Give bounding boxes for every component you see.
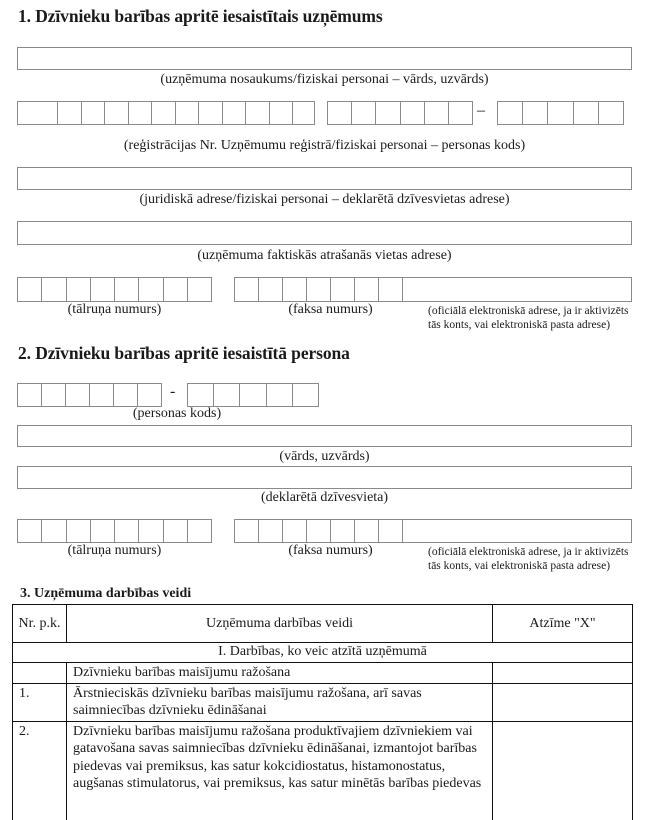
personal-code-group-1[interactable]	[17, 383, 162, 407]
company-name-caption: (uzņēmuma nosaukums/fiziskai personai – vārds, uzvārds)	[160, 72, 489, 87]
reg-digit-box[interactable]	[129, 102, 153, 124]
reg-digit-box[interactable]	[523, 102, 548, 124]
fax-digit-box[interactable]	[355, 520, 379, 542]
subheading-row	[13, 663, 633, 684]
reg-digit-box[interactable]	[176, 102, 200, 124]
code-digit-box[interactable]	[293, 384, 319, 406]
phone-digit-box[interactable]	[18, 520, 42, 542]
header-activity: Uzņēmuma darbības veidi	[67, 605, 493, 643]
phone-digit-box[interactable]	[67, 520, 91, 542]
fax-digit-box[interactable]	[307, 278, 331, 301]
phone-caption: (tālruņa numurs)	[67, 302, 162, 317]
person-name-field[interactable]	[17, 425, 632, 447]
code-digit-box[interactable]	[18, 384, 42, 406]
personal-code-group-2[interactable]	[187, 383, 319, 407]
fax-digit-box[interactable]	[307, 520, 331, 542]
table-row	[13, 683, 633, 721]
row-nr: 1.	[13, 683, 67, 721]
fax-digit-box[interactable]	[355, 278, 379, 301]
reg-number-group-2[interactable]	[327, 101, 473, 125]
section2-title: 2. Dzīvnieku barības apritē iesaistītā persona	[18, 343, 350, 363]
code-digit-box[interactable]	[42, 384, 66, 406]
phone-digit-box[interactable]	[188, 278, 212, 301]
reg-digit-box[interactable]	[425, 102, 449, 124]
fax-digit-box[interactable]	[403, 278, 427, 301]
reg-digit-box[interactable]	[401, 102, 425, 124]
reg-digit-box[interactable]	[449, 102, 473, 124]
code-digit-box[interactable]	[188, 384, 214, 406]
reg-digit-box[interactable]	[498, 102, 523, 124]
reg-number-group-3[interactable]	[497, 101, 624, 125]
reg-digit-box[interactable]	[548, 102, 573, 124]
reg-digit-box[interactable]	[328, 102, 352, 124]
reg-number-caption: (reģistrācijas Nr. Uzņēmumu reģistrā/fiziskai personai – personas kods)	[123, 138, 526, 153]
reg-digit-box[interactable]	[599, 102, 624, 124]
section3-title: 3. Uzņēmuma darbības veidi	[20, 586, 192, 601]
header-nr: Nr. p.k.	[13, 605, 67, 643]
code-digit-box[interactable]	[267, 384, 293, 406]
row-nr: 2.	[13, 721, 67, 820]
email-field[interactable]	[426, 277, 632, 302]
fax-digit-box[interactable]	[259, 520, 283, 542]
actual-address-caption: (uzņēmuma faktiskās atrašanās vietas adrese)	[197, 248, 452, 263]
fax-digit-box[interactable]	[379, 520, 403, 542]
fax-digit-box[interactable]	[283, 278, 307, 301]
phone-digit-box[interactable]	[164, 520, 188, 542]
reg-digit-box[interactable]	[58, 102, 82, 124]
phone-digit-box[interactable]	[115, 520, 139, 542]
reg-number-group-1[interactable]	[17, 101, 315, 125]
code-dash: -	[170, 383, 176, 400]
fax-digit-box[interactable]	[403, 520, 427, 542]
code-digit-box[interactable]	[114, 384, 138, 406]
reg-digit-box[interactable]	[82, 102, 106, 124]
actual-address-field[interactable]	[17, 221, 632, 245]
row-mark-cell[interactable]	[493, 721, 633, 820]
reg-digit-box[interactable]	[18, 102, 58, 124]
reg-digit-box[interactable]	[574, 102, 599, 124]
residence-field[interactable]	[17, 466, 632, 489]
section1-title: 1. Dzīvnieku barības apritē iesaistītais uzņēmums	[18, 6, 383, 26]
personal-code-caption: (personas kods)	[132, 406, 222, 421]
code-digit-box[interactable]	[138, 384, 162, 406]
email-caption: (oficiālā elektroniskā adrese, ja ir aktivizēts tās konts, vai elektroniskā pasta adrese)	[428, 305, 629, 331]
phone-digit-box[interactable]	[188, 520, 212, 542]
person-phone-boxes[interactable]	[17, 519, 212, 543]
code-digit-box[interactable]	[214, 384, 240, 406]
code-digit-box[interactable]	[66, 384, 90, 406]
reg-digit-box[interactable]	[376, 102, 400, 124]
reg-digit-box[interactable]	[352, 102, 376, 124]
table-row	[13, 721, 633, 820]
reg-dash: –	[477, 102, 485, 119]
fax-digit-box[interactable]	[331, 278, 355, 301]
subheading-mark[interactable]	[493, 663, 633, 684]
person-fax-boxes[interactable]	[234, 519, 427, 543]
phone-number-boxes[interactable]	[17, 277, 212, 302]
phone-digit-box[interactable]	[67, 278, 91, 301]
residence-caption: (deklarētā dzīvesvieta)	[260, 490, 389, 505]
fax-number-boxes[interactable]	[234, 277, 427, 302]
group-row	[13, 643, 633, 663]
person-email-field[interactable]	[426, 519, 632, 543]
legal-address-caption: (juridiskā adrese/fiziskai personai – deklarētā dzīvesvietas adrese)	[139, 192, 510, 207]
phone-digit-box[interactable]	[18, 278, 42, 301]
phone-digit-box[interactable]	[42, 278, 66, 301]
subheading-label: Dzīvnieku barības maisījumu ražošana	[67, 663, 493, 684]
code-digit-box[interactable]	[240, 384, 266, 406]
phone-digit-box[interactable]	[42, 520, 66, 542]
code-digit-box[interactable]	[90, 384, 114, 406]
reg-digit-box[interactable]	[152, 102, 176, 124]
table-header-row	[13, 605, 633, 643]
person-phone-caption: (tālruņa numurs)	[67, 543, 162, 558]
group-row-label: I. Darbības, ko veic atzītā uzņēmumā	[13, 643, 633, 663]
phone-digit-box[interactable]	[139, 278, 163, 301]
person-name-caption: (vārds, uzvārds)	[279, 449, 370, 464]
header-mark: Atzīme "X"	[493, 605, 633, 643]
subheading-nr	[13, 663, 67, 684]
phone-digit-box[interactable]	[91, 520, 115, 542]
phone-digit-box[interactable]	[139, 520, 163, 542]
reg-digit-box[interactable]	[105, 102, 129, 124]
row-mark-cell[interactable]	[493, 683, 633, 721]
reg-digit-box[interactable]	[223, 102, 247, 124]
fax-digit-box[interactable]	[331, 520, 355, 542]
fax-digit-box[interactable]	[259, 278, 283, 301]
activities-table	[12, 604, 633, 820]
reg-digit-box[interactable]	[293, 102, 315, 124]
legal-address-field[interactable]	[17, 167, 632, 190]
reg-digit-box[interactable]	[246, 102, 270, 124]
fax-digit-box[interactable]	[379, 278, 403, 301]
reg-digit-box[interactable]	[270, 102, 294, 124]
company-name-field[interactable]	[17, 47, 632, 70]
person-email-caption: (oficiālā elektroniskā adrese, ja ir aktivizēts tās konts, vai elektroniskā pasta adrese)	[428, 546, 629, 572]
phone-digit-box[interactable]	[115, 278, 139, 301]
fax-caption: (faksa numurs)	[288, 302, 373, 317]
person-fax-caption: (faksa numurs)	[288, 543, 373, 558]
phone-digit-box[interactable]	[91, 278, 115, 301]
reg-digit-box[interactable]	[199, 102, 223, 124]
fax-digit-box[interactable]	[235, 520, 259, 542]
phone-digit-box[interactable]	[164, 278, 188, 301]
row-activity: Dzīvnieku barības maisījumu ražošana produktīvajiem dzīvniekiem vai gatavošana savas saimniecības dzīvnieku ēdināšanai, izmantojot barības piedevas vai premiksus, kas satur kokcidiostatus, histamonostatus, augšanas stimulatorus, vai premiksus, kas satur minētās barības piedevas	[67, 721, 493, 820]
fax-digit-box[interactable]	[283, 520, 307, 542]
row-activity: Ārstnieciskās dzīvnieku barības maisījumu ražošana, arī savas saimniecības dzīvnieku ēdināšanai	[67, 683, 493, 721]
fax-digit-box[interactable]	[235, 278, 259, 301]
